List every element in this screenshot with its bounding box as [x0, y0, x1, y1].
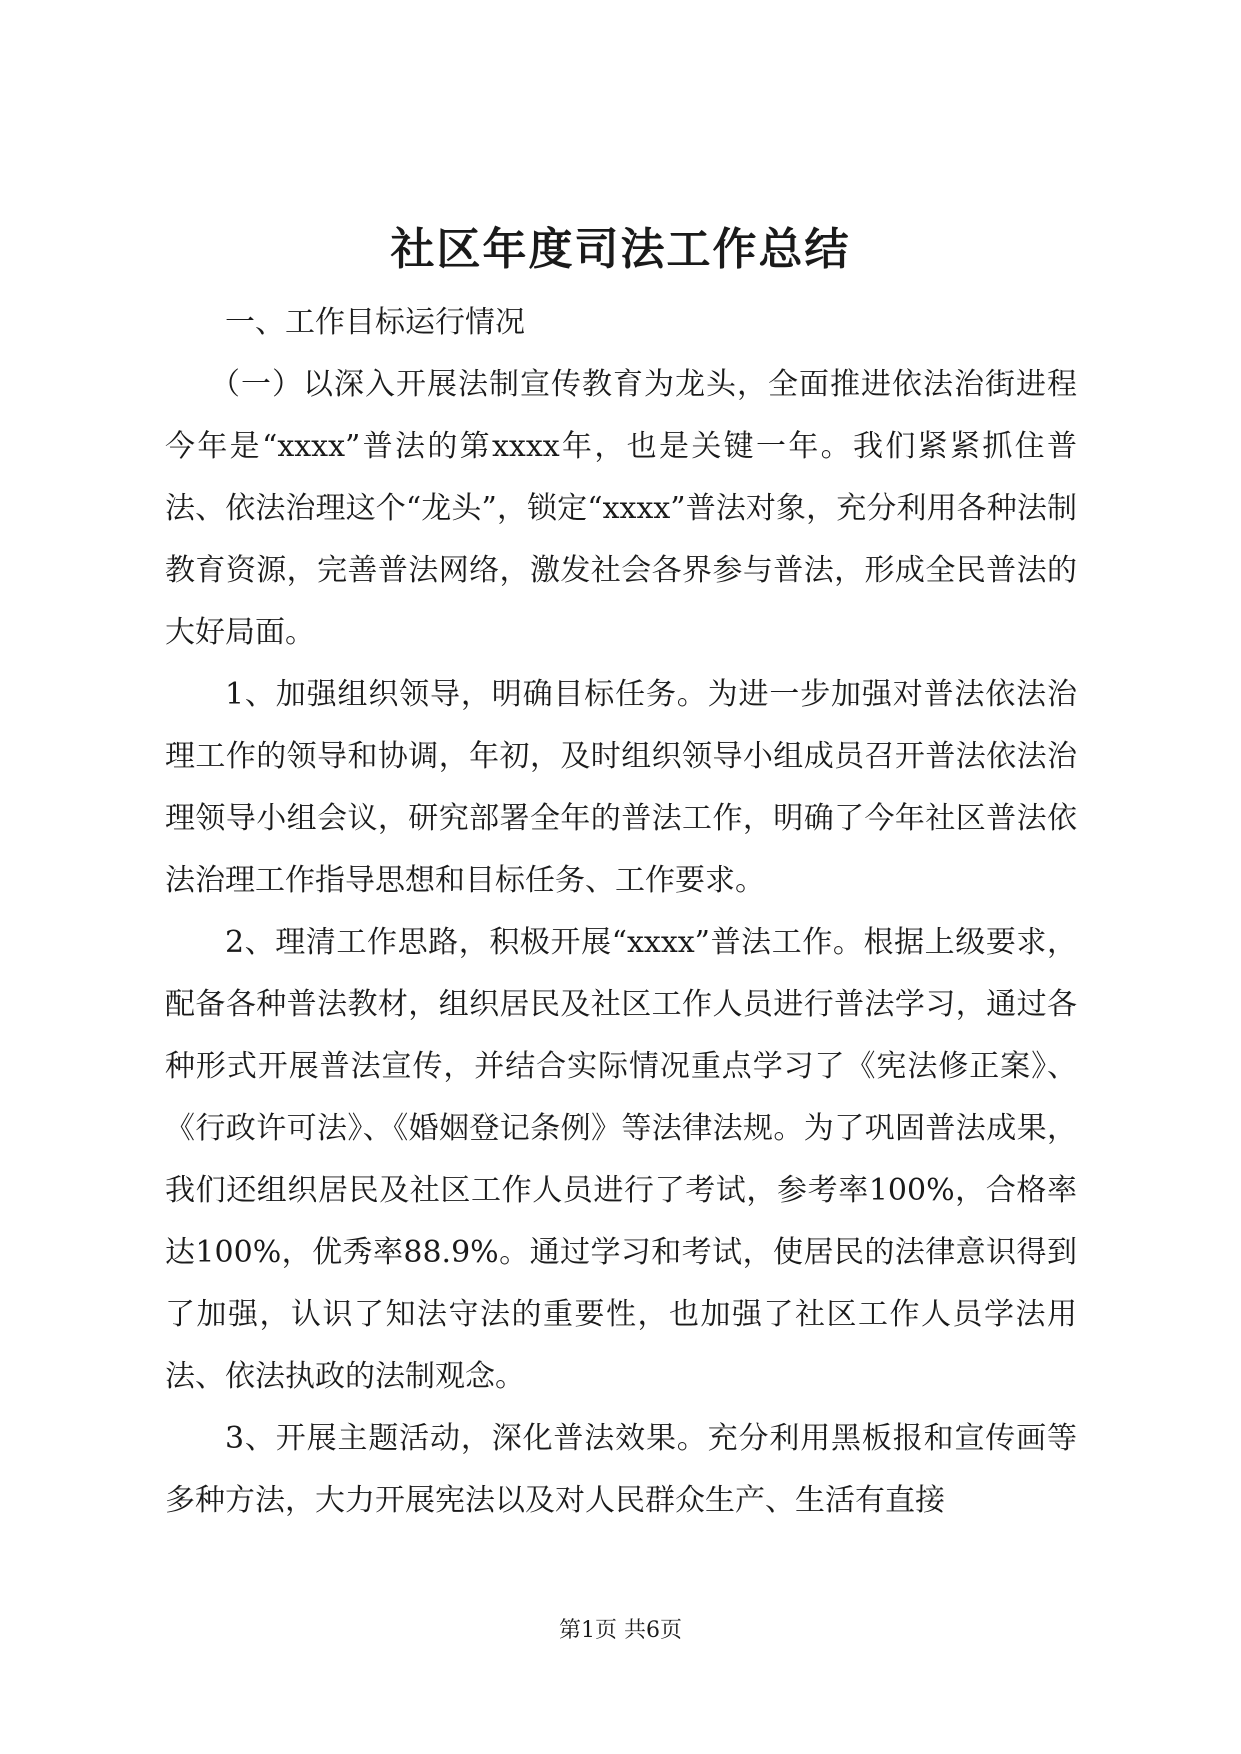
paragraph: 2、理清工作思路，积极开展“xxxx”普法工作。根据上级要求，配备各种普法教材，组织居民及社区工作人员进行普法学习，通过各种形式开展普法宣传，并结合实际情况重点学习了《宪法修正案》、《行政许可法》、《婚姻登记条例》等法律法规。为了巩固普法成果，我们还组织居民及社区工作人员进行了考试，参考率100%，合格率达100%，优秀率88.9%。通过学习和考试，使居民的法律意识得到了加强，认识了知法守法的重要性，也加强了社区工作人员学法用法、依法执政的法制观念。	[165, 925, 1077, 1394]
page-footer: 第1页 共6页	[559, 1618, 682, 1643]
paragraph: 3、开展主题活动，深化普法效果。充分利用黑板报和宣传画等多种方法，大力开展宪法以及对人民群众生产、生活有直接	[165, 1421, 1077, 1518]
document-title: 社区年度司法工作总结	[390, 224, 851, 275]
section-heading: 一、工作目标运行情况	[225, 305, 525, 340]
paragraph: （一）以深入开展法制宣传教育为龙头，全面推进依法治街进程今年是“xxxx”普法的第xxxx年，也是关键一年。我们紧紧抓住普法、依法治理这个“龙头”，锁定“xxxx”普法对象，充分利用各种法制教育资源，完善普法网络，激发社会各界参与普法，形成全民普法的大好局面。	[165, 367, 1077, 650]
document-body	[165, 292, 1077, 1532]
paragraph: 1、加强组织领导，明确目标任务。为进一步加强对普法依法治理工作的领导和协调，年初，及时组织领导小组成员召开普法依法治理领导小组会议，研究部署全年的普法工作，明确了今年社区普法依法治理工作指导思想和目标任务、工作要求。	[165, 677, 1077, 898]
